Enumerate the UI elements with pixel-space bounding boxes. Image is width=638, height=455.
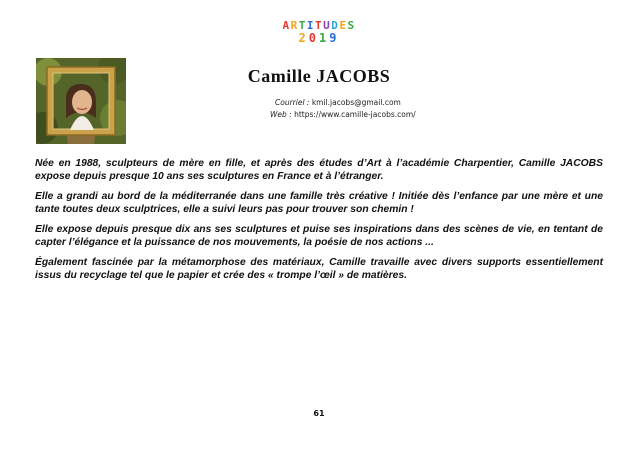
logo-year-letter: 9 <box>329 31 340 45</box>
web-row <box>270 109 416 121</box>
logo-word-letter: A <box>282 19 291 32</box>
logo-word-letter: R <box>290 19 299 32</box>
page-number: 61 <box>313 409 325 418</box>
logo-word-letter: S <box>347 19 356 32</box>
bio-paragraph-2: Elle a grandi au bord de la méditerranée dans une famille très créative ! Initiée dès l’enfance par une mère et une tante toutes deux sculptrices, elle a suivi leurs pas pour trouver son chemin ! <box>35 191 603 215</box>
email-row <box>270 97 416 109</box>
contact-block <box>270 97 416 121</box>
biography <box>35 157 603 289</box>
logo-year-letter: 2 <box>298 31 309 45</box>
logo-word-letter: D <box>331 19 340 32</box>
bio-paragraph-4: Également fascinée par la métamorphose des matériaux, Camille travaille avec divers supports essentiellement issus du recyclage tel que le papier et crée des « trompe l’œil » de matières. <box>35 257 603 281</box>
email-label: Courriel : <box>275 98 310 107</box>
artitudes-logo <box>0 20 638 44</box>
logo-word-letter: I <box>306 19 315 32</box>
email-value[interactable]: kmil.jacobs@gmail.com <box>311 98 401 107</box>
bio-paragraph-3: Elle expose depuis presque dix ans ses sculptures et puise ses inspirations dans des scènes de vie, en tentant de capter l’élégance et la puissance de nos mouvements, la poésie de nos actions ... <box>35 224 603 248</box>
web-label: Web : <box>270 110 292 119</box>
logo-year-letter: 1 <box>319 31 330 45</box>
logo-word-letter: T <box>314 19 324 32</box>
bio-paragraph-1: Née en 1988, sculpteurs de mère en fille, et après des études d’Art à l’académie Charpentier, Camille JACOBS expose depuis presque 10 ans ses sculptures en France et à l’étranger. <box>35 158 603 182</box>
logo-year-letter: 0 <box>308 31 319 45</box>
logo-word-letter: U <box>323 19 332 32</box>
logo-word-letter: T <box>298 19 307 32</box>
artist-name-title: Camille JACOBS <box>247 66 391 86</box>
logo-word-letter: E <box>339 19 348 32</box>
logo-year <box>0 32 638 44</box>
web-value[interactable]: https://www.camille-jacobs.com/ <box>294 110 416 119</box>
